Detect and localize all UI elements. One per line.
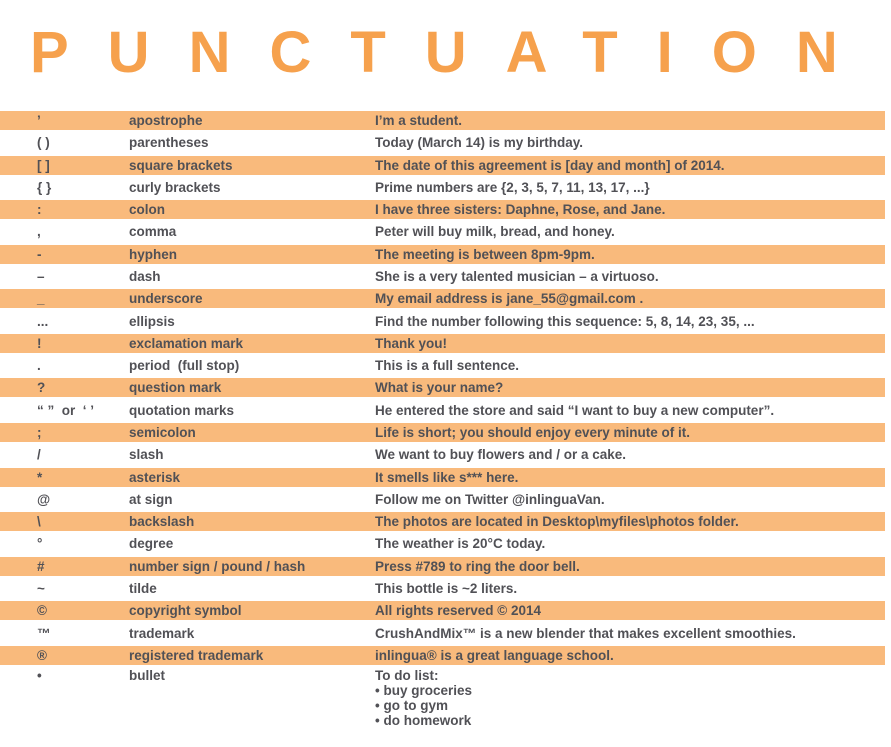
punctuation-example — [375, 668, 472, 728]
punctuation-example: Find the number following this sequence: 5, 8, 14, 23, 35, ... — [375, 313, 755, 329]
example-line: • do homework — [375, 713, 472, 729]
punctuation-example: It smells like s*** here. — [375, 469, 519, 485]
table-row — [0, 156, 885, 175]
punctuation-symbol: : — [37, 202, 42, 218]
punctuation-symbol: ? — [37, 380, 46, 396]
punctuation-name: parentheses — [129, 135, 209, 151]
punctuation-name: exclamation mark — [129, 335, 244, 351]
punctuation-symbol: – — [37, 269, 45, 285]
table-row — [0, 468, 885, 487]
punctuation-example: The meeting is between 8pm-9pm. — [375, 246, 595, 262]
punctuation-example: Follow me on Twitter @inlinguaVan. — [375, 491, 605, 507]
table-row — [0, 111, 885, 130]
table-row — [0, 178, 885, 197]
table-row — [0, 579, 885, 598]
example-line: To do list: — [375, 668, 439, 684]
punctuation-name: quotation marks — [129, 402, 235, 418]
punctuation-name: colon — [129, 202, 165, 218]
punctuation-symbol: ~ — [37, 580, 45, 596]
table-row — [0, 356, 885, 375]
punctuation-example: I have three sisters: Daphne, Rose, and Jane. — [375, 202, 666, 218]
punctuation-example: I’m a student. — [375, 113, 463, 129]
punctuation-name: underscore — [129, 291, 203, 307]
table-row — [0, 512, 885, 531]
table-row — [0, 334, 885, 353]
punctuation-name: degree — [129, 536, 174, 552]
punctuation-symbol: @ — [37, 491, 51, 507]
punctuation-example: CrushAndMix™ is a new blender that makes excellent smoothies. — [375, 625, 796, 641]
punctuation-symbol: { } — [37, 179, 52, 195]
punctuation-symbol: ™ — [37, 625, 51, 641]
table-row — [0, 445, 885, 464]
punctuation-example: Press #789 to ring the door bell. — [375, 558, 580, 574]
punctuation-name: asterisk — [129, 469, 181, 485]
punctuation-example: Thank you! — [375, 335, 448, 351]
punctuation-example: Today (March 14) is my birthday. — [375, 135, 584, 151]
table-row — [0, 623, 885, 642]
punctuation-symbol: © — [37, 603, 47, 619]
punctuation-example: The photos are located in Desktop\myfiles\photos folder. — [375, 514, 739, 530]
punctuation-symbol: * — [37, 469, 43, 485]
punctuation-symbol: “ ” or ‘ ’ — [37, 402, 95, 418]
punctuation-symbol: ° — [37, 536, 43, 552]
punctuation-example: The date of this agreement is [day and month] of 2014. — [375, 157, 725, 173]
table-row — [0, 378, 885, 397]
punctuation-example: Peter will buy milk, bread, and honey. — [375, 224, 615, 240]
example-line: • go to gym — [375, 698, 448, 714]
punctuation-example: My email address is jane_55@gmail.com . — [375, 291, 644, 307]
punctuation-symbol: • — [37, 668, 42, 684]
table-row — [0, 312, 885, 331]
page-title: PUNCTUATION — [30, 20, 877, 85]
table-row — [0, 222, 885, 241]
punctuation-symbol: ( ) — [37, 135, 50, 151]
table-row — [0, 133, 885, 152]
table-row — [0, 534, 885, 553]
punctuation-name: ellipsis — [129, 313, 175, 329]
punctuation-name: backslash — [129, 514, 195, 530]
table-row — [0, 200, 885, 219]
punctuation-name: bullet — [129, 668, 165, 684]
table-row — [0, 490, 885, 509]
punctuation-symbol: ’ — [37, 113, 41, 129]
table-row — [0, 423, 885, 442]
punctuation-example: He entered the store and said “I want to buy a new computer”. — [375, 402, 775, 418]
punctuation-name: registered trademark — [129, 647, 264, 663]
punctuation-symbol: ! — [37, 335, 42, 351]
punctuation-symbol: / — [37, 447, 41, 463]
table-row — [0, 401, 885, 420]
table-row — [0, 601, 885, 620]
punctuation-name: number sign / pound / hash — [129, 558, 306, 574]
punctuation-name: at sign — [129, 491, 173, 507]
punctuation-name: hyphen — [129, 246, 178, 262]
punctuation-symbol: ... — [37, 313, 49, 329]
table-row — [0, 668, 885, 728]
table-row — [0, 557, 885, 576]
example-line: • buy groceries — [375, 683, 473, 699]
punctuation-example: Prime numbers are {2, 3, 5, 7, 11, 13, 17, ...} — [375, 179, 650, 195]
punctuation-name: period (full stop) — [129, 358, 240, 374]
punctuation-example: What is your name? — [375, 380, 504, 396]
punctuation-symbol: . — [37, 358, 41, 374]
punctuation-symbol: ; — [37, 424, 42, 440]
punctuation-name: comma — [129, 224, 177, 240]
punctuation-name: dash — [129, 269, 161, 285]
punctuation-symbol: - — [37, 246, 42, 262]
punctuation-example: This bottle is ~2 liters. — [375, 580, 518, 596]
punctuation-symbol: \ — [37, 514, 41, 530]
punctuation-symbol: ® — [37, 647, 47, 663]
punctuation-name: question mark — [129, 380, 222, 396]
punctuation-example: The weather is 20°C today. — [375, 536, 546, 552]
punctuation-example: inlingua® is a great language school. — [375, 647, 614, 663]
punctuation-symbol: [ ] — [37, 157, 50, 173]
punctuation-name: copyright symbol — [129, 603, 242, 619]
punctuation-name: trademark — [129, 625, 195, 641]
punctuation-example: This is a full sentence. — [375, 358, 520, 374]
punctuation-name: curly brackets — [129, 179, 221, 195]
punctuation-symbol: , — [37, 224, 41, 240]
punctuation-example: She is a very talented musician – a virtuoso. — [375, 269, 659, 285]
punctuation-example: We want to buy flowers and / or a cake. — [375, 447, 627, 463]
punctuation-name: apostrophe — [129, 113, 203, 129]
punctuation-symbol: _ — [37, 291, 45, 307]
punctuation-name: tilde — [129, 580, 157, 596]
punctuation-symbol: # — [37, 558, 45, 574]
table-row — [0, 289, 885, 308]
punctuation-name: slash — [129, 447, 164, 463]
table-row — [0, 267, 885, 286]
punctuation-example: Life is short; you should enjoy every minute of it. — [375, 424, 691, 440]
punctuation-example: All rights reserved © 2014 — [375, 603, 542, 619]
table-row — [0, 245, 885, 264]
punctuation-name: square brackets — [129, 157, 233, 173]
punctuation-name: semicolon — [129, 424, 196, 440]
table-row — [0, 646, 885, 665]
punctuation-table — [0, 111, 891, 731]
